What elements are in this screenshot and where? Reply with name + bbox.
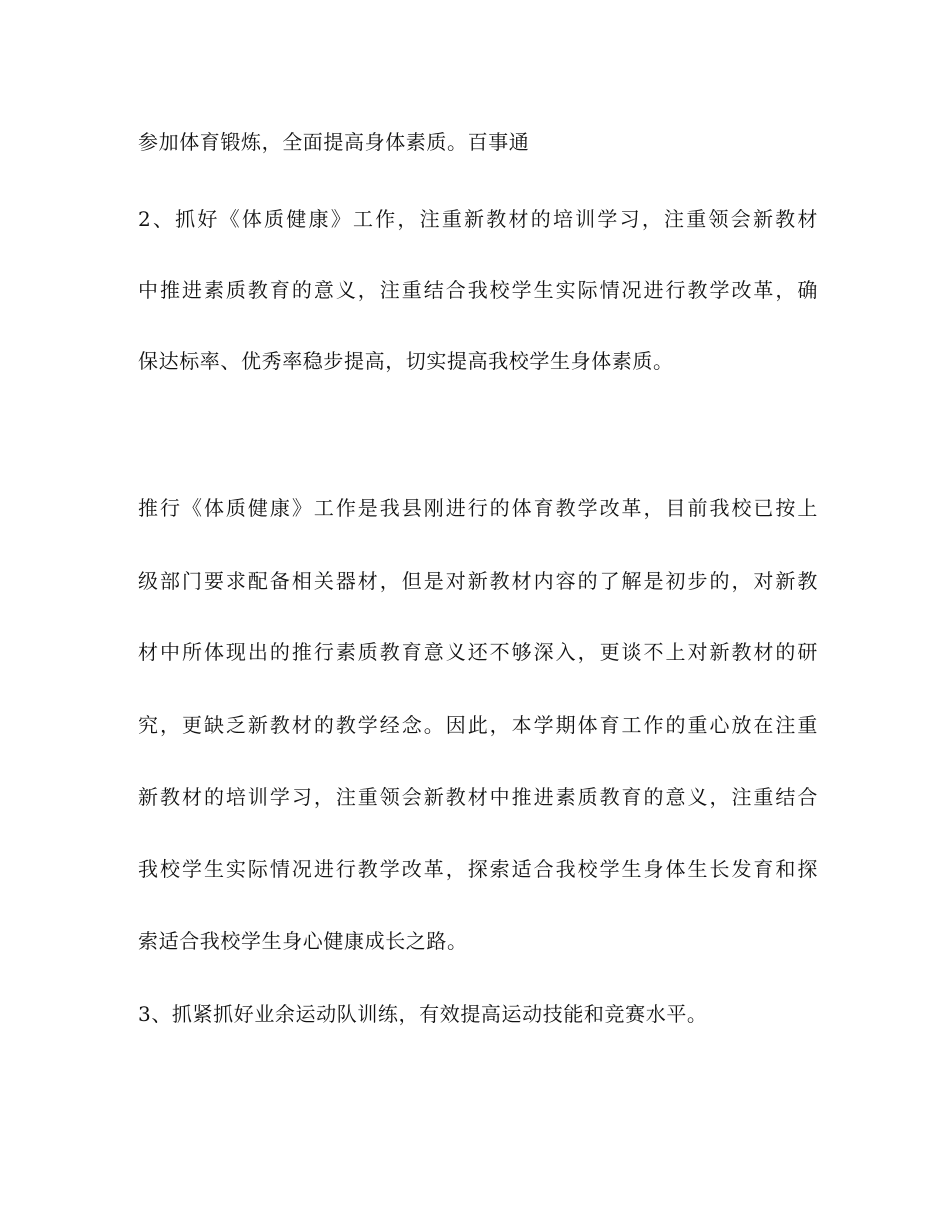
text-line: 推行《体质健康》工作是我县刚进行的体育教学改革，目前我校已按上 bbox=[138, 496, 818, 520]
text-line: 保达标率、优秀率稳步提高，切实提高我校学生身体素质。 bbox=[138, 349, 674, 373]
text-line: 索适合我校学生身心健康成长之路。 bbox=[138, 929, 468, 953]
text-line: 究，更缺乏新教材的教学经念。因此，本学期体育工作的重心放在注重 bbox=[138, 713, 818, 737]
text-line: 3、抓紧抓好业余运动队训练，有效提高运动技能和竞赛水平。 bbox=[138, 1002, 708, 1026]
text-line: 中推进素质教育的意义，注重结合我校学生实际情况进行教学改革，确 bbox=[138, 278, 818, 302]
text-line: 参加体育锻炼，全面提高身体素质。百事通 bbox=[138, 130, 530, 154]
text-line: 2、抓好《体质健康》工作，注重新教材的培训学习，注重领会新教材 bbox=[138, 207, 818, 231]
text-line: 新教材的培训学习，注重领会新教材中推进素质教育的意义，注重结合 bbox=[138, 785, 818, 809]
text-line: 级部门要求配备相关器材，但是对新教材内容的了解是初步的，对新教 bbox=[138, 569, 818, 593]
text-line: 我校学生实际情况进行教学改革，探索适合我校学生身体生长发育和探 bbox=[138, 857, 818, 881]
text-line: 材中所体现出的推行素质教育意义还不够深入，更谈不上对新教材的研 bbox=[138, 640, 818, 664]
